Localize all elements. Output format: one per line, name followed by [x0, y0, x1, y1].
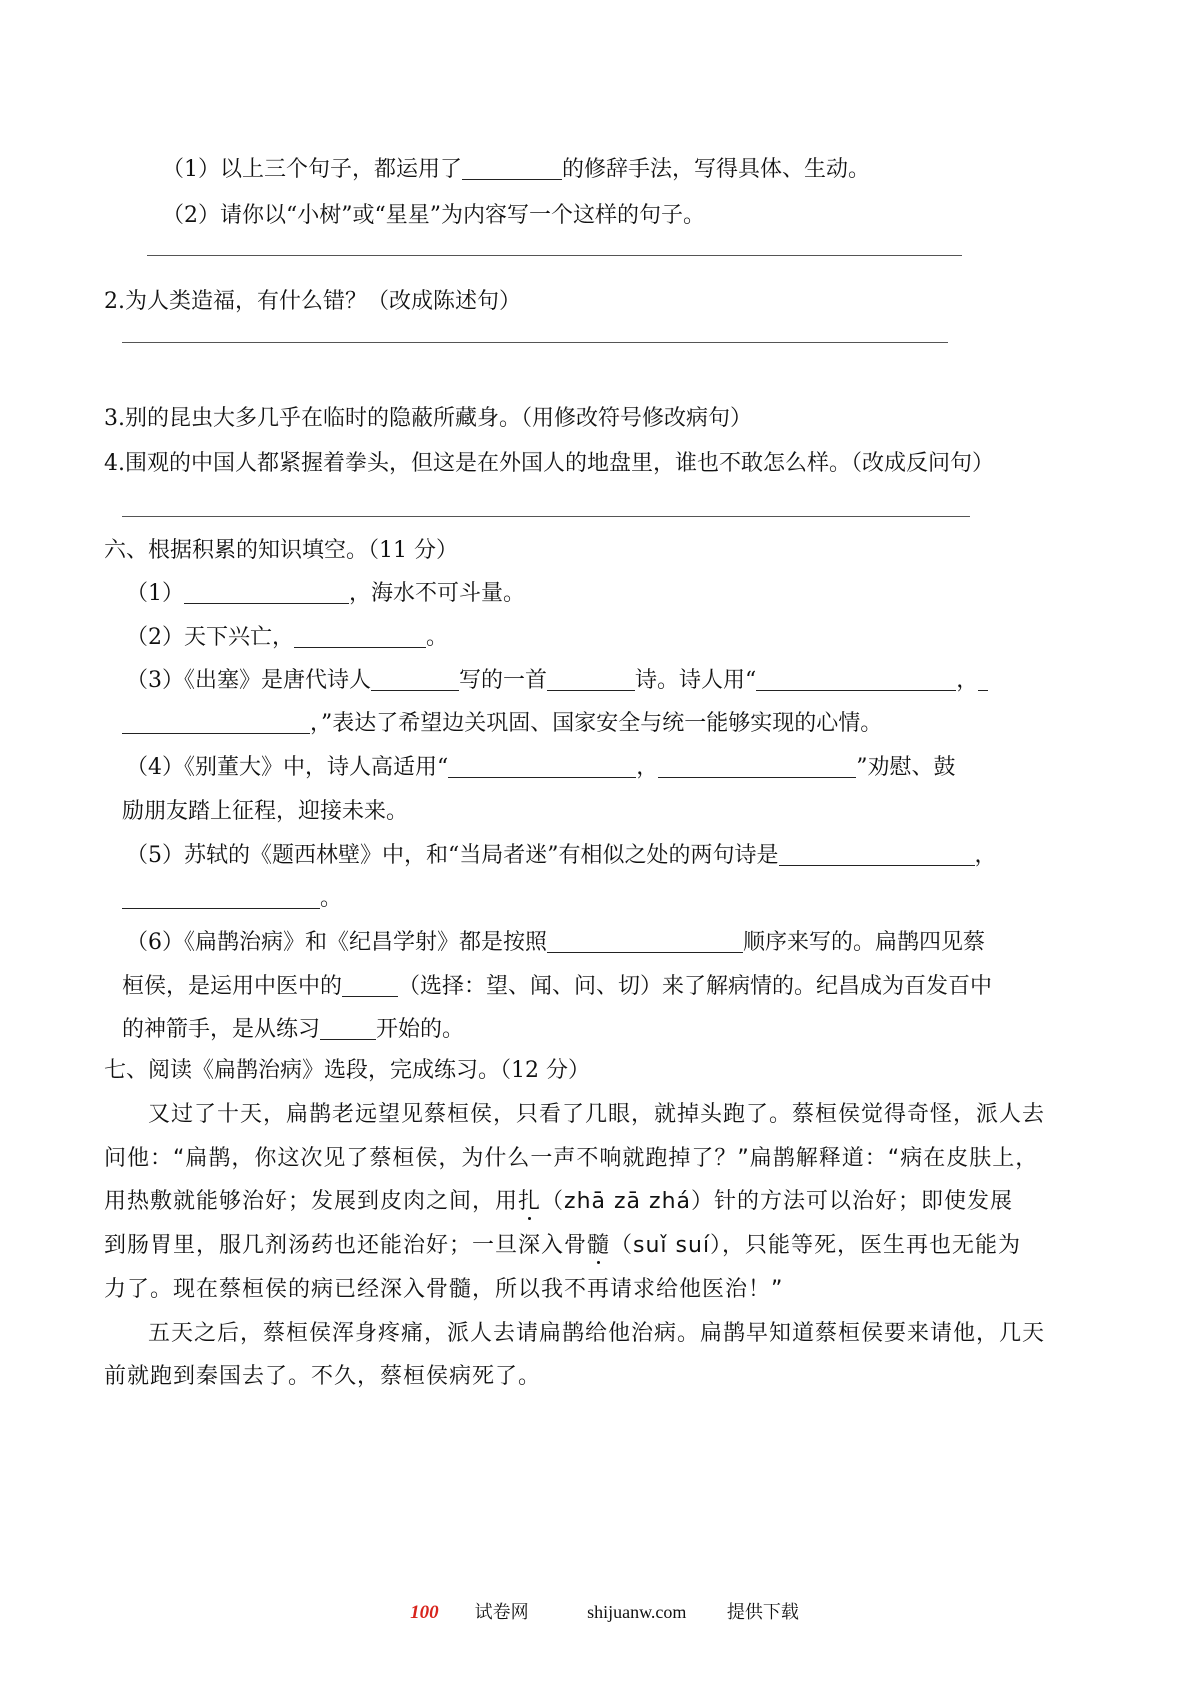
s6-item3-blank-type[interactable]	[547, 668, 635, 691]
q2: 2.为人类造福，有什么错？（改成陈述句）	[104, 289, 521, 314]
passage-p2-line1: 五天之后，蔡桓侯浑身疼痛，派人去请扁鹊给他治病。扁鹊早知道蔡桓侯要来请他，几天	[148, 1321, 1046, 1346]
s6-item6-cont2: 的神箭手，是从练习 开始的。	[122, 1017, 465, 1042]
s6-item5-blank-2[interactable]	[122, 886, 320, 909]
s6-item4-blank-2[interactable]	[658, 755, 856, 778]
passage-p1-line3: 用热敷就能够治好；发展到皮肉之间，用扎（zhā zā zhá）针的方法可以治好；即使发展	[104, 1189, 1013, 1214]
s6-item5-blank-1[interactable]	[779, 843, 975, 866]
s6-item3-blank-tail[interactable]	[978, 668, 988, 691]
q1-sub1-blank[interactable]	[462, 157, 562, 180]
s6-item3-blank-line2[interactable]	[122, 711, 310, 734]
logo-icon: 100	[410, 1602, 439, 1623]
answer-line-q1[interactable]	[147, 255, 962, 256]
s6-item6-blank-practice[interactable]	[320, 1017, 376, 1040]
answer-line-q4[interactable]	[122, 516, 970, 517]
footer-site[interactable]: shijuanw.com	[587, 1602, 687, 1622]
s6-item4-blank-1[interactable]	[448, 755, 636, 778]
q1-sub1: （1）以上三个句子，都运用了 的修辞手法，写得具体、生动。	[162, 157, 871, 182]
footer	[0, 1598, 1191, 1624]
s6-item6-cont1: 桓侯，是运用中医中的 （选择：望、闻、问、切）来了解病情的。纪昌成为百发百中	[122, 974, 993, 999]
s6-item5-cont: 。	[122, 884, 342, 914]
passage-p1-line2: 问他：“扁鹊，你这次见了蔡桓侯，为什么一声不响就跑掉了？”扁鹊解释道：“病在皮肤上，	[104, 1146, 1039, 1171]
section6-title: 六、根据积累的知识填空。（11 分）	[104, 538, 458, 563]
passage-p1-line5: 力了。现在蔡桓侯的病已经深入骨髓，所以我不再请求给他医治！”	[104, 1277, 784, 1302]
s6-item4: （4）《别董大》中，诗人高适用“ ， ”劝慰、鼓	[126, 755, 956, 780]
s6-item3-blank-poet[interactable]	[371, 668, 459, 691]
s6-item6: （6）《扁鹊治病》和《纪昌学射》都是按照 顺序来写的。扁鹊四见蔡	[126, 930, 986, 955]
section7-title: 七、阅读《扁鹊治病》选段，完成练习。（12 分）	[104, 1058, 590, 1083]
s6-item5: （5）苏轼的《题西林壁》中，和“当局者迷”有相似之处的两句诗是 ，	[126, 843, 997, 868]
s6-item4-cont: 励朋友踏上征程，迎接未来。	[122, 799, 409, 824]
s6-item1-blank[interactable]	[184, 581, 349, 604]
dotted-char-zha: 扎	[518, 1189, 542, 1214]
s6-item6-blank-order[interactable]	[547, 930, 743, 953]
q3: 3.别的昆虫大多几乎在临时的隐蔽所藏身。（用修改符号修改病句）	[104, 406, 752, 431]
s6-item3: （3）《出塞》是唐代诗人 写的一首 诗。诗人用“ ，	[126, 666, 988, 696]
passage-p2-line2: 前就跑到秦国去了。不久，蔡桓侯病死了。	[104, 1364, 542, 1389]
q4: 4.围观的中国人都紧握着拳头，但这是在外国人的地盘里，谁也不敢怎么样。（改成反问句）	[104, 451, 994, 476]
s6-item3-cont: ，”表达了希望边关巩固、国家安全与统一能够实现的心情。	[122, 709, 882, 739]
s6-item1: （1） ，海水不可斗量。	[126, 581, 526, 606]
s6-item6-blank-method[interactable]	[342, 974, 398, 997]
answer-line-q2[interactable]	[122, 342, 948, 343]
s6-item2: （2）天下兴亡， 。	[126, 625, 449, 650]
s6-item2-blank[interactable]	[294, 625, 426, 648]
dotted-char-sui: 髓	[587, 1233, 611, 1258]
logo-text: 试卷网	[474, 1602, 529, 1622]
footer-note: 提供下载	[726, 1602, 799, 1622]
q1-sub2: （2）请你以“小树”或“星星”为内容写一个这样的句子。	[162, 203, 705, 228]
footer-logo[interactable]	[392, 1602, 547, 1622]
passage-p1-line1: 又过了十天，扁鹊老远望见蔡桓侯，只看了几眼，就掉头跑了。蔡桓侯觉得奇怪，派人去	[148, 1102, 1046, 1127]
s6-item3-blank-line1[interactable]	[756, 668, 956, 691]
passage-p1-line4: 到肠胃里，服几剂汤药也还能治好；一旦深入骨髓（suǐ suí），只能等死，医生再也无能为	[104, 1233, 1022, 1258]
